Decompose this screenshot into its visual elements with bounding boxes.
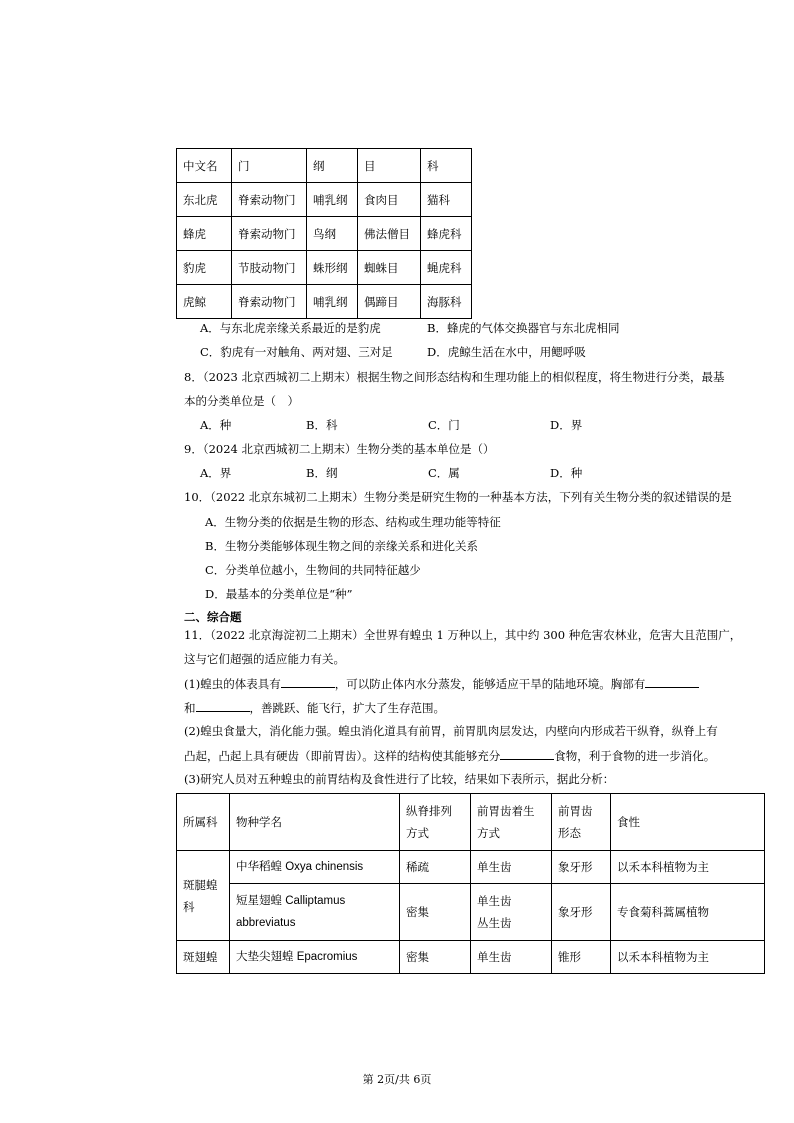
table-cell: 单生齿: [471, 851, 552, 884]
table-cell: 偶蹄目: [358, 285, 421, 319]
section-heading: 二、综合题: [184, 610, 242, 624]
table-cell: 节肢动物门: [232, 251, 307, 285]
q11-stem-line1: 11．（2022 北京海淀初二上期末）全世界有蝗虫 1 万种以上，其中约 300 种危害农林业，危害大且范围广，: [184, 628, 742, 642]
table-cell: 哺乳纲: [307, 183, 358, 217]
q11-part2-text-c: 食物，利于食物的进一步消化。: [554, 749, 716, 763]
table-row: [177, 884, 765, 941]
answer-blank[interactable]: [196, 699, 250, 712]
q10-option-d: D．最基本的分类单位是“种”: [205, 587, 353, 601]
q11-part2-line1: (2)蝗虫食量大，消化能力强。蝗虫消化道具有前胃，前胃肌肉层发达，内壁向内形成若干纵脊，纵脊上有: [184, 724, 718, 738]
table-header-cell: 目: [358, 149, 421, 183]
q9-option-a: A．界: [200, 466, 232, 480]
q11-part1-line1: [184, 675, 699, 692]
q9-option-b: B．纲: [306, 466, 338, 480]
q9-option-c: C．属: [428, 466, 460, 480]
table-header-cell: 门: [232, 149, 307, 183]
q10-option-b: B．生物分类能够体现生物之间的亲缘关系和进化关系: [205, 539, 478, 553]
answer-blank[interactable]: [281, 675, 335, 688]
q11-part2-text-b: 凸起，凸起上具有硬齿（即前胃齿）。这样的结构使其能够充分: [184, 749, 501, 763]
table-cell: 象牙形: [552, 884, 611, 941]
q11-part1-text-a: (1)蝗虫的体表具有: [184, 677, 281, 691]
header-tooth-line2: 方式: [477, 826, 500, 840]
table-header-cell: 科: [421, 149, 472, 183]
table-cell: 以禾本科植物为主: [611, 941, 765, 974]
q10-option-c: C．分类单位越小，生物间的共同特征越少: [205, 563, 421, 577]
q10-option-a: A．生物分类的依据是生物的形态、结构或生理功能等特征: [205, 515, 501, 529]
header-shape-line2: 形态: [558, 826, 581, 840]
q8-option-a: A．种: [200, 418, 232, 432]
header-shape-line1: 前胃齿: [558, 804, 593, 818]
q11-part1-text-d: ，善跳跃、能飞行，扩大了生存范围。: [249, 701, 445, 715]
table-cell: 佛法僧目: [358, 217, 421, 251]
table-cell: 鸟纲: [307, 217, 358, 251]
species-line2: abbreviatus: [236, 917, 296, 929]
table-cell: 密集: [400, 941, 471, 974]
q9-stem: 9．（2024 北京西城初二上期末）生物分类的基本单位是（）: [184, 442, 495, 456]
table-cell: 蜘蛛目: [358, 251, 421, 285]
table-row: [177, 941, 765, 974]
q7-option-a: A．与东北虎亲缘关系最近的是豹虎: [200, 321, 381, 335]
q9-option-d: D．种: [550, 466, 583, 480]
table-cell: 稀疏: [400, 851, 471, 884]
species-line1: 短星翅蝗 Calliptamus: [236, 895, 346, 907]
tooth-line2: 丛生齿: [477, 916, 512, 930]
q8-option-b: B．科: [306, 418, 338, 432]
table-cell: 密集: [400, 884, 471, 941]
q8-option-d: D．界: [550, 418, 583, 432]
table-cell: 豹虎: [177, 251, 232, 285]
table-cell: 脊索动物门: [232, 285, 307, 319]
classification-table: [176, 148, 472, 319]
table-header-cell: 所属科: [177, 794, 230, 851]
table-cell: [471, 884, 552, 941]
table-cell: 蝇虎科: [421, 251, 472, 285]
table-cell: 蛛形纲: [307, 251, 358, 285]
table-cell: 蜂虎科: [421, 217, 472, 251]
q7-option-c: C．豹虎有一对触角、两对翅、三对足: [200, 345, 393, 359]
answer-blank[interactable]: [500, 747, 554, 760]
q8-option-c: C．门: [428, 418, 460, 432]
q7-option-d: D．虎鲸生活在水中，用鳃呼吸: [427, 345, 586, 359]
table-header-cell: [552, 794, 611, 851]
table-cell: 哺乳纲: [307, 285, 358, 319]
tooth-line1: 单生齿: [477, 894, 512, 908]
table-cell: 虎鲸: [177, 285, 232, 319]
q8-stem-line1: 8．（2023 北京西城初二上期末）根据生物之间形态结构和生理功能上的相似程度，将生物进行分类，最基: [184, 370, 725, 384]
header-tooth-line1: 前胃齿着生: [477, 804, 535, 818]
table-cell: 食肉目: [358, 183, 421, 217]
q11-stem-line2: 这与它们超强的适应能力有关。: [184, 652, 345, 666]
table-cell: 猫科: [421, 183, 472, 217]
species-cell: 中华稻蝗 Oxya chinensis: [230, 851, 400, 884]
table-row: [177, 851, 765, 884]
family-line2: 科: [183, 899, 195, 914]
family-cell: 斑翅蝗: [177, 941, 230, 974]
table-cell: 脊索动物门: [232, 183, 307, 217]
species-cell: [230, 884, 400, 941]
table-header-row: [177, 794, 765, 851]
page-footer: 第 2页/共 6页: [362, 1073, 432, 1086]
table-header-cell: [400, 794, 471, 851]
q10-stem: 10．（2022 北京东城初二上期末）生物分类是研究生物的一种基本方法，下列有关生物分类的叙述错误的是: [184, 490, 732, 504]
family-cell: [177, 851, 230, 941]
table-cell: 脊索动物门: [232, 217, 307, 251]
q11-part2-line2: [184, 747, 715, 764]
table-cell: 单生齿: [471, 941, 552, 974]
family-line1: 斑腿蝗: [183, 877, 218, 892]
table-cell: 蜂虎: [177, 217, 232, 251]
table-header-cell: 中文名: [177, 149, 232, 183]
table-header-cell: 纲: [307, 149, 358, 183]
table-header-cell: 物种学名: [230, 794, 400, 851]
answer-blank[interactable]: [645, 675, 699, 688]
q11-part3: (3)研究人员对五种蝗虫的前胃结构及食性进行了比较，结果如下表所示，据此分析：: [184, 772, 615, 786]
table-row: [177, 183, 472, 217]
q11-part1-line2: [184, 699, 445, 716]
table-cell: 专食菊科蒿属植物: [611, 884, 765, 941]
table-header-cell: [471, 794, 552, 851]
header-ridge-line1: 纵脊排列: [406, 804, 452, 818]
table-row: [177, 285, 472, 319]
header-ridge-line2: 方式: [406, 826, 429, 840]
q8-stem-line2: 本的分类单位是（ ）: [184, 394, 299, 408]
table-header-row: [177, 149, 472, 183]
table-row: [177, 217, 472, 251]
q11-part1-text-b: ，可以防止体内水分蒸发，能够适应干旱的陆地环境。胸部有: [334, 677, 646, 691]
table-cell: 以禾本科植物为主: [611, 851, 765, 884]
q7-option-b: B．蜂虎的气体交换器官与东北虎相同: [427, 321, 620, 335]
species-cell: 大垫尖翅蝗 Epacromius: [230, 941, 400, 974]
q11-part1-text-c: 和: [184, 701, 196, 715]
locust-comparison-table: [176, 793, 765, 974]
table-row: [177, 251, 472, 285]
table-cell: 锥形: [552, 941, 611, 974]
table-cell: 海豚科: [421, 285, 472, 319]
table-cell: 象牙形: [552, 851, 611, 884]
table-cell: 东北虎: [177, 183, 232, 217]
table-header-cell: 食性: [611, 794, 765, 851]
